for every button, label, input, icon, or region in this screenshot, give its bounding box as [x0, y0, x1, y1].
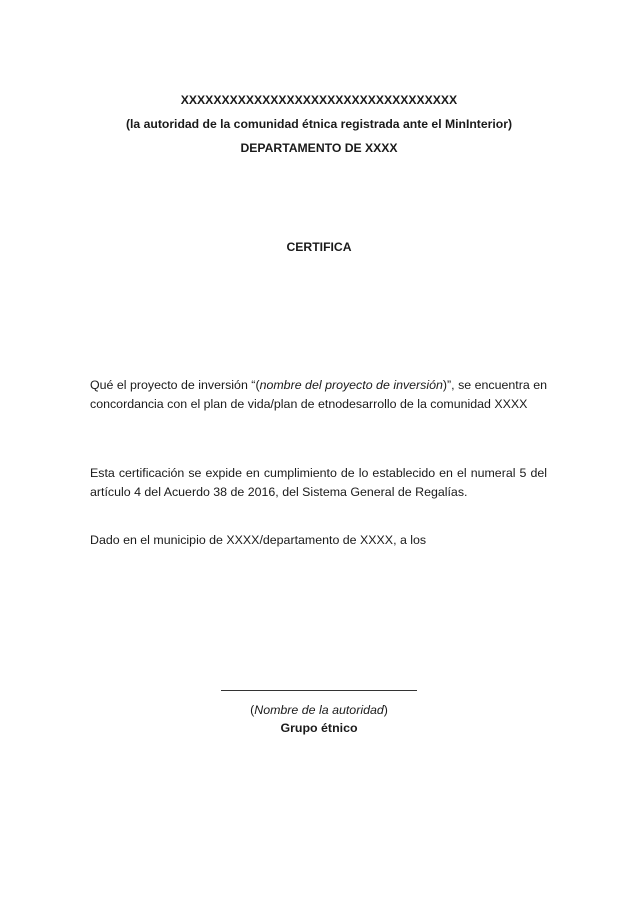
- project-name-placeholder: nombre del proyecto de inversión: [259, 378, 443, 392]
- paragraph-project-concordance: [90, 376, 547, 413]
- department-title: DEPARTAMENTO DE XXXX: [240, 141, 398, 155]
- signature-name: [0, 702, 638, 718]
- authority-note: (la autoridad de la comunidad étnica registrada ante el MinInterior): [125, 117, 512, 131]
- signature-open-paren: (: [250, 703, 255, 717]
- paragraph-text: Qué el proyecto de inversión “(: [90, 378, 260, 392]
- paragraph-issued-in: Dado en el municipio de XXXX/departamento de XXXX, a los: [90, 533, 427, 547]
- authority-placeholder: XXXXXXXXXXXXXXXXXXXXXXXXXXXXXXXXXX: [180, 93, 458, 107]
- signature-authority-name: Nombre de la autoridad: [254, 703, 384, 717]
- signature-ethnic-group: Grupo étnico: [280, 721, 358, 735]
- certifica-heading: CERTIFICA: [286, 240, 352, 254]
- signature-close-paren: ): [383, 703, 388, 717]
- signature-line: [221, 690, 417, 691]
- paragraph-text: )”, se encuentra en concordancia con el plan de vida/plan de etnodesarrollo de la comunidad XXXX: [90, 378, 547, 411]
- paragraph-certification-basis: Esta certificación se expide en cumplimiento de lo establecido en el numeral 5 del artículo 4 del Acuerdo 38 de 2016, del Sistema General de Regalías.: [90, 466, 547, 499]
